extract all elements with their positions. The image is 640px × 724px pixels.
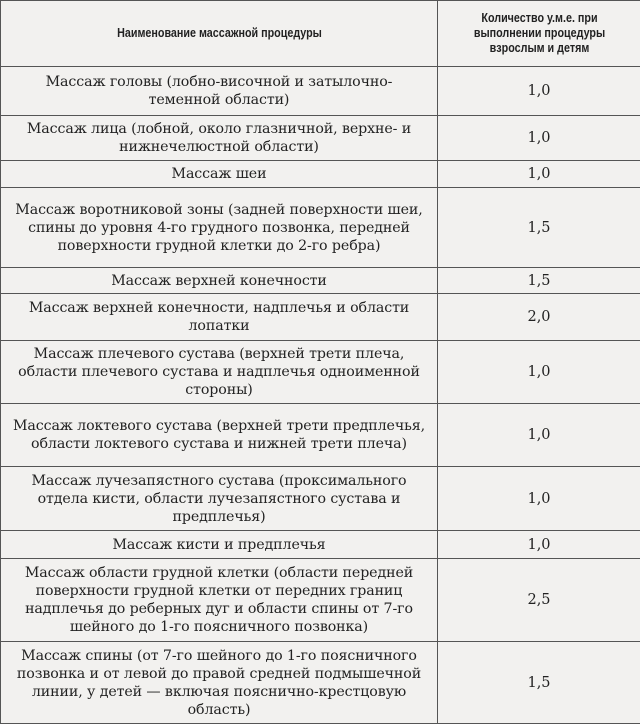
table-row: [1, 642, 640, 724]
table-row: [1, 161, 640, 188]
table-row: [1, 531, 640, 559]
procedure-name: Массаж локтевого сустава (верхней трети предплечья, области локтевого сустава и нижней трети плеча): [1, 404, 438, 467]
header-unit-count: Количество у.м.е. при выполнении процедуры взрослым и детям: [452, 1, 627, 67]
procedure-name: Массаж плечевого сустава (верхней трети плеча, области плечевого сустава и надплечья одноименной стороны): [1, 341, 438, 404]
procedure-units: 2,0: [438, 294, 640, 341]
procedure-units: 1,5: [438, 188, 640, 268]
procedure-units: 1,0: [438, 161, 640, 188]
procedure-name: Массаж спины (от 7-го шейного до 1-го поясничного позвонка и от левой до правой средней подмышечной линии, у детей — включая пояснично-крестцовую область): [1, 642, 438, 724]
table-row: [1, 294, 640, 341]
table-row: [1, 268, 640, 294]
procedure-units: 1,0: [438, 116, 640, 161]
procedure-units: 1,5: [438, 268, 640, 294]
procedure-units: 1,0: [438, 467, 640, 531]
table-row: [1, 467, 640, 531]
procedure-name: Массаж кисти и предплечья: [1, 531, 438, 559]
procedure-units: 1,0: [438, 404, 640, 467]
procedure-name: Массаж воротниковой зоны (задней поверхности шеи, спины до уровня 4-го грудного позвонка, передней поверхности грудной клетки до 2-го ребра): [1, 188, 438, 268]
procedure-units: 1,0: [438, 67, 640, 116]
procedure-name: Массаж головы (лобно-височной и затылочно-теменной области): [1, 67, 438, 116]
procedure-units: 1,5: [438, 642, 640, 724]
procedure-name: Массаж верхней конечности, надплечья и области лопатки: [1, 294, 438, 341]
table-header-row: [1, 1, 640, 67]
header-procedure-name: Наименование массажной процедуры: [31, 1, 407, 67]
procedure-name: Массаж области грудной клетки (области передней поверхности грудной клетки от передних границ надплечья до реберных дуг и области спины от 7-го шейного до 1-го поясничного позвонка): [1, 559, 438, 642]
table-row: [1, 341, 640, 404]
table-row: [1, 67, 640, 116]
procedure-units: 2,5: [438, 559, 640, 642]
procedure-name: Массаж верхней конечности: [1, 268, 438, 294]
procedure-name: Массаж шеи: [1, 161, 438, 188]
procedure-name: Массаж лучезапястного сустава (проксимального отдела кисти, области лучезапястного сустава и предплечья): [1, 467, 438, 531]
procedure-name: Массаж лица (лобной, около глазничной, верхне- и нижнечелюстной области): [1, 116, 438, 161]
procedure-units: 1,0: [438, 531, 640, 559]
table-row: [1, 188, 640, 268]
table-row: [1, 404, 640, 467]
table-row: [1, 559, 640, 642]
table-row: [1, 116, 640, 161]
procedure-units: 1,0: [438, 341, 640, 404]
